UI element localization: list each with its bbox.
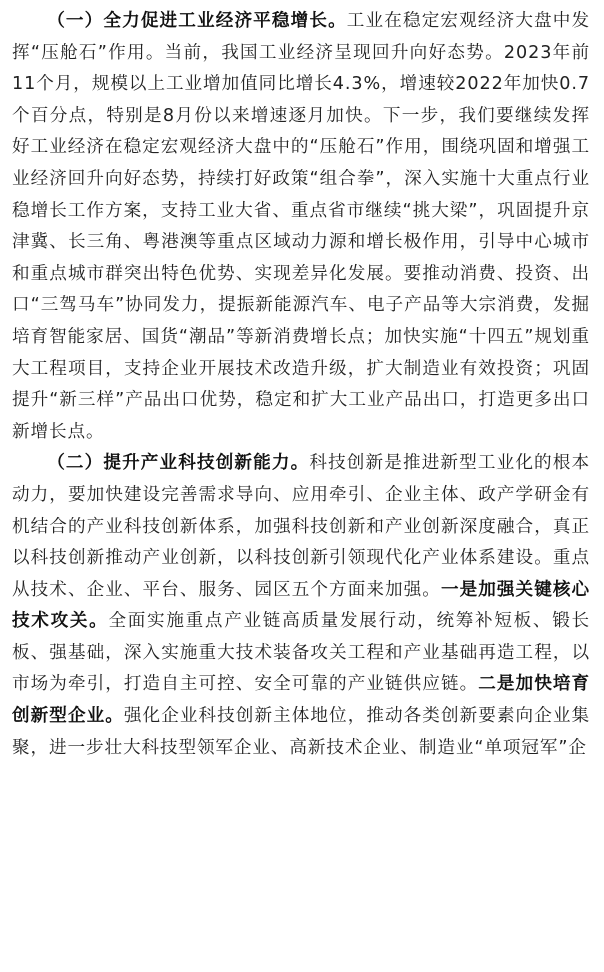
section-heading-1: （一）全力促进工业经济平稳增长。 xyxy=(47,11,347,31)
paragraph-text: 强化企业科技创新主体地位，推动各类创新要素向企业集聚，进一步壮大科技型领军企业、高新技术企业、制造业“单项冠军”企 xyxy=(12,706,590,758)
section-heading-2: （二）提升产业科技创新能力。 xyxy=(47,453,310,474)
paragraph-text: 工业在稳定宏观经济大盘中发挥“压舱石”作用。当前，我国工业经济呈现回升向好态势。2023年前11个月，规模以上工业增加值同比增长4.3%，增速较2022年加快0.7个百分点，特别是8月份以来增速逐月加快。下一步，我们要继续发挥好工业经济在稳定宏观经济大盘中的“压舱石”作用，围绕巩固和增强工业经济回升向好态势，持续打好政策“组合拳”，深入实施十大重点行业稳增长工作方案，支持工业大省、重点省市继续“挑大梁”，巩固提升京津冀、长三角、粤港澳等重点区域动力源和增长极作用，引导中心城市和重点城市群突出特色优势、实现差异化发展。要推动消费、投资、出口“三驾马车”协同发力，提振新能源汽车、电子产品等大宗消费，发掘培育智能家居、国货“潮品”等新消费增长点；加快实施“十四五”规划重大工程项目，支持企业开展技术改造升级，扩大制造业有效投资；巩固提升“新三样”产品出口优势，稳定和扩大工业产品出口，打造更多出口新增长点。 xyxy=(12,11,590,442)
paragraph-industrial-economy xyxy=(12,6,590,448)
subheading-core-technology: 一是加强关键核心技术攻关。 xyxy=(12,579,590,632)
paragraph-innovation xyxy=(12,448,590,764)
paragraph-text: 科技创新是推进新型工业化的根本动力，要加快建设完善需求导向、应用牵引、企业主体、政产学研金有机结合的产业科技创新体系，加强科技创新和产业创新深度融合，真正以科技创新推动产业创新，以科技创新引领现代化产业体系建设。重点从技术、企业、平台、服务、园区五个方面来加强。 xyxy=(12,453,590,600)
subheading-innovative-enterprises: 二是加快培育创新型企业。 xyxy=(12,674,590,727)
paragraph-text: 全面实施重点产业链高质量发展行动，统筹补短板、锻长板、强基础，深入实施重大技术装备攻关工程和产业基础再造工程，以市场为牵引，打造自主可控、安全可靠的产业链供应链。 xyxy=(12,611,590,695)
